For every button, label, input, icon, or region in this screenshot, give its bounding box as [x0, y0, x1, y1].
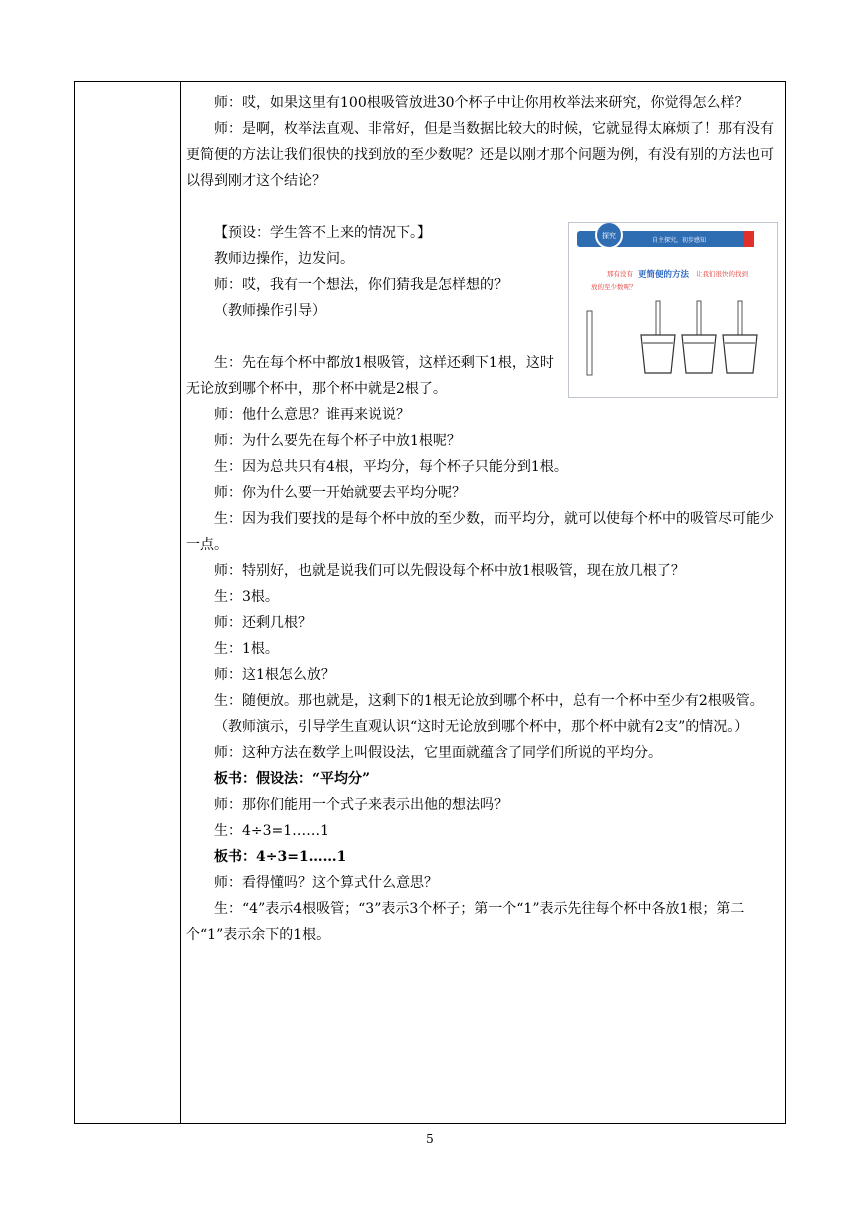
- dialogue-paragraph: 生：因为总共只有4根，平均分，每个杯子只能分到1根。: [214, 459, 568, 475]
- dialogue-paragraph: 师：这1根怎么放？: [214, 667, 335, 683]
- straw-icon: [587, 311, 592, 375]
- dialogue-paragraph: 师：为什么要先在每个杯子中放1根呢？: [214, 433, 461, 449]
- slide-banner-text: 自主探究，初步感知: [651, 237, 707, 244]
- dialogue-paragraph: 生：3根。: [214, 589, 279, 605]
- top-paragraphs: [186, 90, 778, 194]
- main-paragraphs: [186, 350, 778, 948]
- dialogue-paragraph: 生：随便放。那也就是，这剩下的1根无论放到哪个杯中，总有一个杯中至少有2根吸管。: [214, 693, 764, 709]
- dialogue-paragraph: 生：4÷3=1……1: [214, 823, 330, 839]
- dialogue-paragraph: 师：看得懂吗？这个算式什么意思？: [214, 875, 438, 891]
- dialogue-paragraph: （教师演示，引导学生直观认识“这时无论放到哪个杯中，那个杯中就有2支”的情况。）: [214, 719, 749, 735]
- dialogue-paragraph: 板书：4÷3=1……1: [214, 849, 347, 865]
- slide-question-part2-b: 放的至少数呢？: [591, 283, 637, 291]
- lesson-table: [74, 81, 786, 1124]
- slide-question-part1: 那有没有: [607, 270, 633, 278]
- cup-1-icon: [641, 301, 675, 373]
- dialogue-paragraph: 师：这种方法在数学上叫假设法，它里面就蕴含了同学们所说的平均分。: [214, 745, 662, 761]
- dialogue-paragraph: 师：特别好，也就是说我们可以先假设每个杯中放1根吸管，现在放几根了？: [214, 563, 685, 579]
- cup-2-icon: [682, 301, 716, 373]
- slide-banner-accent: [744, 231, 754, 247]
- dialogue-paragraph: 师：他什么意思？谁再来说说？: [214, 407, 410, 423]
- slide-illustration-svg: [569, 223, 777, 397]
- slide-question-part2-a: 让我们很快的找到: [696, 270, 748, 278]
- top-paragraph: 师：是啊，枚举法直观、非常好，但是当数据比较大的时候，它就显得太麻烦了！那有没有更简便的方法让我们很快的找到放的至少数呢？还是以刚才那个问题为例，有没有别的方法也可以得到刚才这个结论？: [186, 121, 774, 189]
- column-divider: [180, 82, 181, 1123]
- dialogue-paragraph: 生：先在每个杯中都放1根吸管，这样还剩下1根，这时无论放到哪个杯中，那个杯中就是2根了。: [186, 355, 554, 397]
- cup-3-icon: [723, 301, 757, 373]
- slide-question-highlight: 更简便的方法: [638, 270, 690, 280]
- dialogue-paragraph: 师：那你们能用一个式子来表示出他的想法吗？: [214, 797, 508, 813]
- dialogue-paragraph: 生：“4”表示4根吸管；“3”表示3个杯子；第一个“1”表示先往每个杯中各放1根；第二个“1”表示余下的1根。: [186, 901, 745, 943]
- page-number: 5: [426, 1132, 434, 1146]
- slide-image: [568, 222, 778, 398]
- slide-badge-text: 探究: [602, 232, 616, 240]
- dialogue-paragraph: 师：你为什么要一开始就要去平均分呢？: [214, 485, 466, 501]
- lesson-content: [186, 90, 778, 948]
- preset-paragraph: （教师操作引导）: [214, 303, 326, 319]
- dialogue-paragraph: 生：1根。: [214, 641, 279, 657]
- preset-paragraph: 教师边操作，边发问。: [214, 251, 354, 267]
- dialogue-paragraph: 板书：假设法：“平均分”: [214, 771, 371, 787]
- preset-paragraph: 【预设：学生答不上来的情况下。】: [214, 225, 431, 241]
- top-paragraph: 师：哎，如果这里有100根吸管放进30个杯子中让你用枚举法来研究，你觉得怎么样？: [214, 95, 749, 111]
- preset-paragraph: 师：哎，我有一个想法，你们猜我是怎样想的？: [214, 277, 508, 293]
- dialogue-paragraph: 生：因为我们要找的是每个杯中放的至少数，而平均分，就可以使每个杯中的吸管尽可能少一点。: [186, 511, 774, 553]
- dialogue-paragraph: 师：还剩几根？: [214, 615, 312, 631]
